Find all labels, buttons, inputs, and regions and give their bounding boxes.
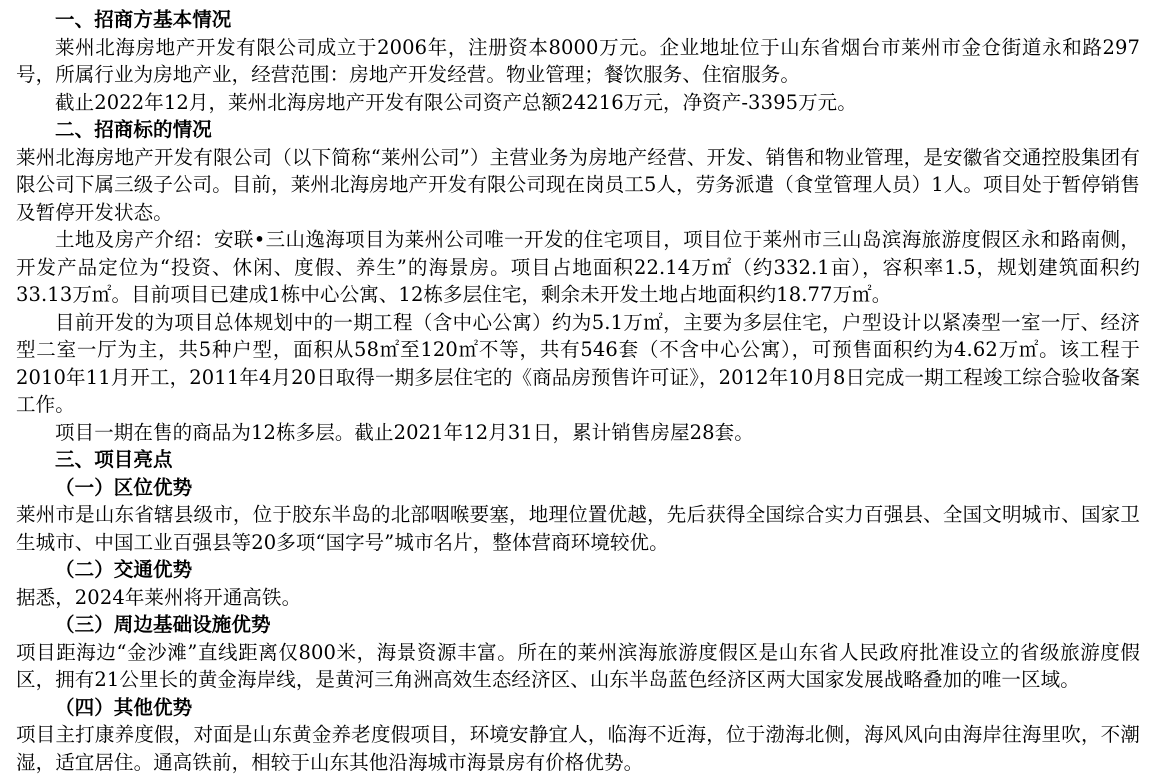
subsection-heading-infrastructure: （三）周边基础设施优势 [55,613,271,636]
section-heading-2: 二、招商标的情况 [55,118,212,141]
paragraph-transport-advantage: 据悉，2024年莱州将开通高铁。 [16,585,302,609]
paragraph-location-advantage: 莱州市是山东省辖县级市，位于胶东半岛的北部咽喉要塞，地理位置优越，先后获得全国综合实力百强县、全国文明城市、国家卫生城市、中国工业百强县等20多项“国字号”城市名片，整体营商环境较优。 [16,503,1140,554]
subsection-heading-transport: （二）交通优势 [55,558,193,581]
paragraph-target-overview: 莱州北海房地产开发有限公司（以下简称“莱州公司”）主营业务为房地产经营、开发、销售和物业管理，是安徽省交通控股集团有限公司下属三级子公司。目前，莱州北海房地产开发有限公司现在岗员工5人，劳务派遣（食堂管理人员）1人。项目处于暂停销售及暂停开发状态。 [16,145,1140,224]
paragraph-company-assets: 截止2022年12月，莱州北海房地产开发有限公司资产总额24216万元，净资产-3395万元。 [55,90,857,114]
paragraph-company-basics: 莱州北海房地产开发有限公司成立于2006年，注册资本8000万元。企业地址位于山东省烟台市莱州市金仓街道永和路297号，所属行业为房地产业，经营范围：房地产开发经营。物业管理；餐饮服务、住宿服务。 [16,35,1140,86]
paragraph-land-property: 土地及房产介绍：安联•三山逸海项目为莱州公司唯一开发的住宅项目，项目位于莱州市三山岛滨海旅游度假区永和路南侧，开发产品定位为“投资、休闲、度假、养生”的海景房。项目占地面积22.14万㎡（约332.1亩），容积率1.5，规划建筑面积约33.13万㎡。目前项目已建成1栋中心公寓、12栋多层住宅，剩余未开发土地占地面积约18.77万㎡。 [16,228,1140,306]
paragraph-sales-status: 项目一期在售的商品为12栋多层。截止2021年12月31日，累计销售房屋28套。 [55,420,754,444]
section-heading-1: 一、招商方基本情况 [55,8,232,31]
document-body [16,6,1140,776]
paragraph-phase-one: 目前开发的为项目总体规划中的一期工程（含中心公寓）约为5.1万㎡，主要为多层住宅，户型设计以紧凑型一室一厅、经济型二室一厅为主，共5种户型，面积从58㎡至120㎡不等，共有546套（不含中心公寓），可预售面积约为4.62万㎡。该工程于2010年11月开工，2011年4月20日取得一期多层住宅的《商品房预售许可证》，2012年10月8日完成一期工程竣工综合验收备案工作。 [16,310,1140,416]
subsection-heading-other: （四）其他优势 [55,695,193,719]
subsection-heading-location: （一）区位优势 [55,475,193,499]
paragraph-infrastructure-advantage: 项目距海边“金沙滩”直线距离仅800米，海景资源丰富。所在的莱州滨海旅游度假区是山东省人民政府批准设立的省级旅游度假区，拥有21公里长的黄金海岸线，是黄河三角洲高效生态经济区、山东半岛蓝色经济区两大国家发展战略叠加的唯一区域。 [16,640,1140,691]
paragraph-other-advantage: 项目主打康养度假，对面是山东黄金养老度假项目，环境安静宜人，临海不近海，位于渤海北侧，海风风向由海岸往海里吹，不潮湿，适宜居住。通高铁前，相较于山东其他沿海城市海景房有价格优势。 [16,723,1140,774]
section-heading-3: 三、项目亮点 [55,448,173,471]
